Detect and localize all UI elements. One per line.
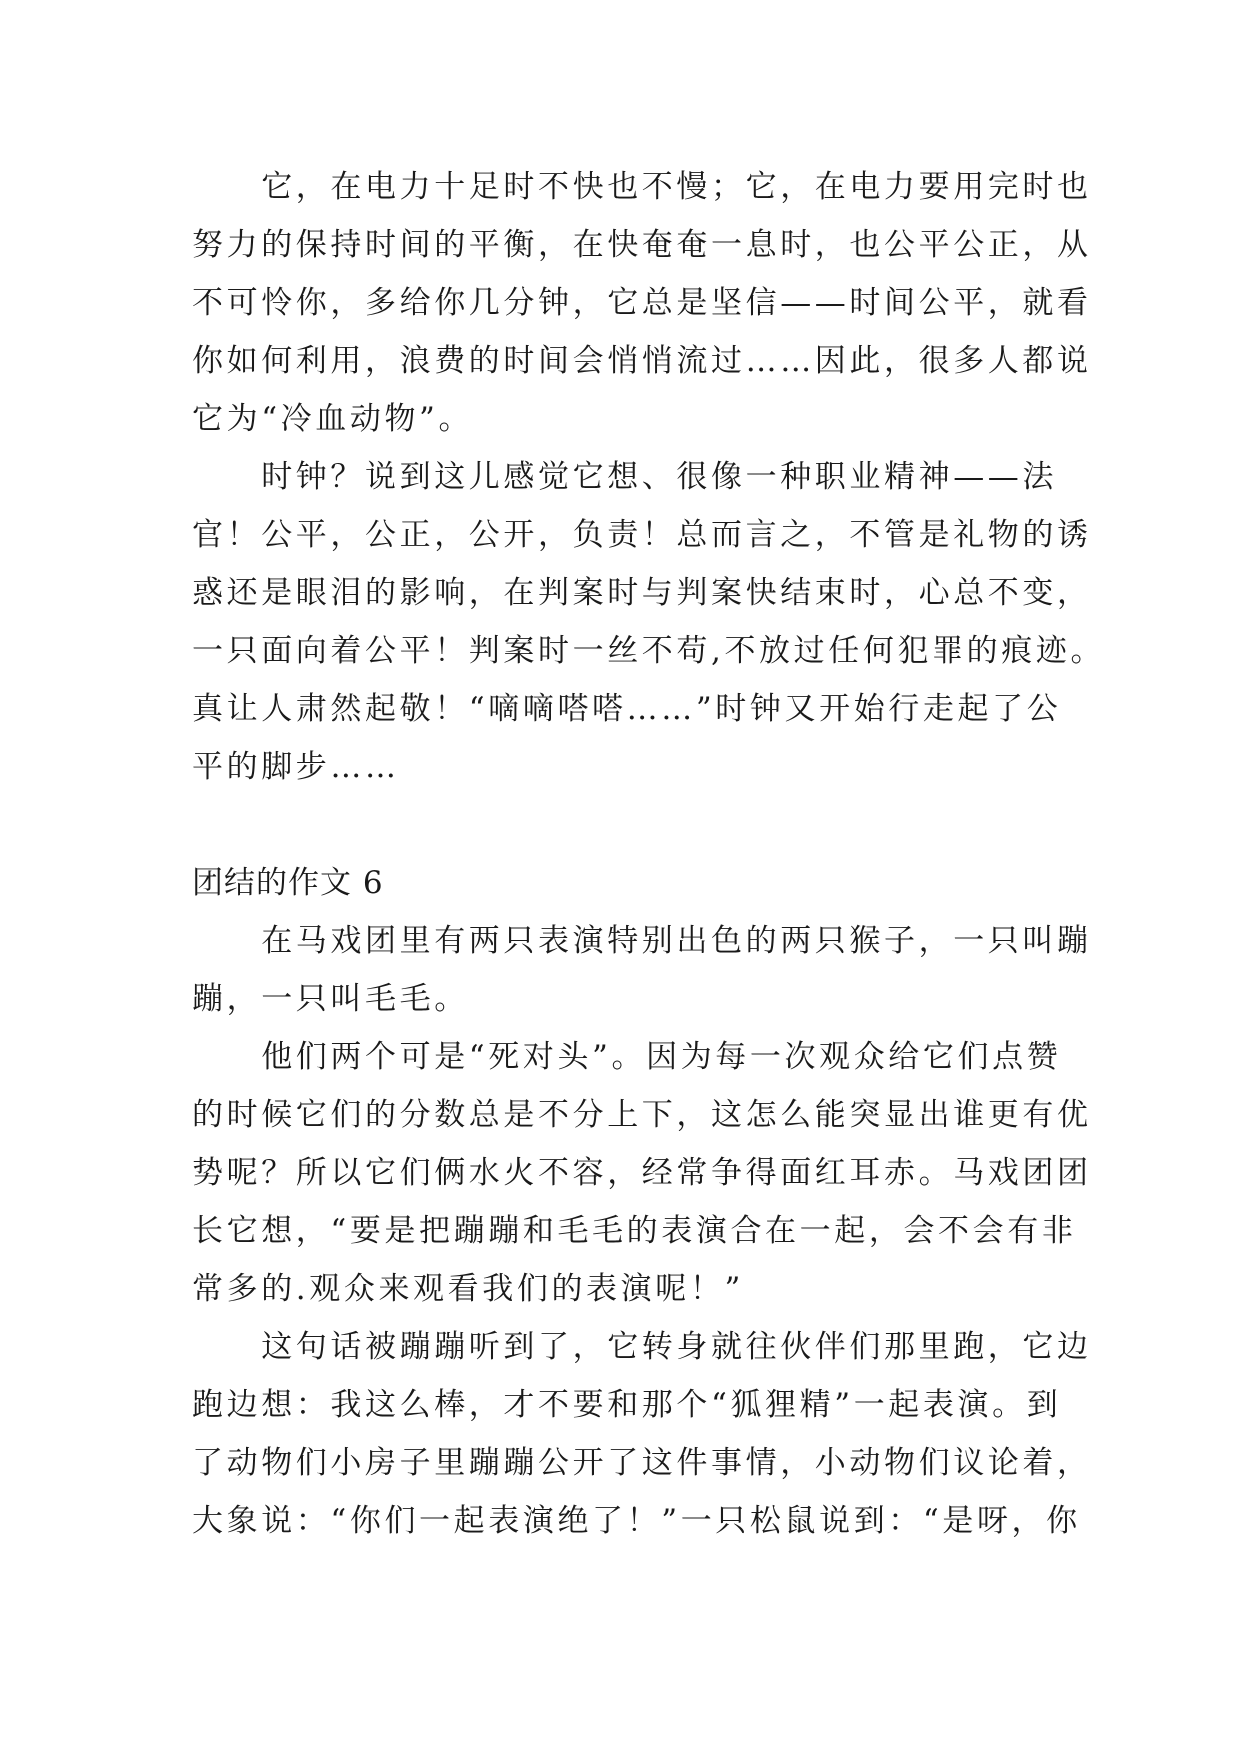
text-line: 时钟？说到这儿感觉它想、很像一种职业精神——法: [192, 459, 1057, 495]
text-line: 努力的保持时间的平衡，在快奄奄一息时，也公平公正，从: [192, 227, 1092, 263]
text-line: 它为“冷血动物”。: [192, 401, 474, 437]
text-line: 惑还是眼泪的影响，在判案时与判案快结束时，心总不变，: [192, 575, 1092, 611]
text-line: 的时候它们的分数总是不分上下，这怎么能突显出谁更有优: [192, 1097, 1092, 1133]
text-line: 了动物们小房子里蹦蹦公开了这件事情，小动物们议论着，: [192, 1445, 1092, 1481]
text-line: 大象说：“你们一起表演绝了！”一只松鼠说到：“是呀，你: [192, 1503, 1081, 1539]
text-line: 在马戏团里有两只表演特别出色的两只猴子，一只叫蹦: [192, 923, 1092, 959]
text-line: 势呢？所以它们俩水火不容，经常争得面红耳赤。马戏团团: [192, 1155, 1092, 1191]
section-heading: 团结的作文 6: [192, 865, 384, 901]
text-line: 蹦，一只叫毛毛。: [192, 981, 469, 1017]
text-line: 跑边想：我这么棒，才不要和那个“狐狸精”一起表演。到: [192, 1387, 1062, 1423]
text-line: 这句话被蹦蹦听到了，它转身就往伙伴们那里跑，它边: [192, 1329, 1092, 1365]
text-line: 它，在电力十足时不快也不慢；它，在电力要用完时也: [192, 169, 1092, 205]
text-line: 官！公平，公正，公开，负责！总而言之，不管是礼物的诱: [192, 517, 1092, 553]
text-line: 真让人肃然起敬！“嘀嘀嗒嗒……”时钟又开始行走起了公: [192, 691, 1062, 727]
text-line: 常多的.观众来观看我们的表演呢！”: [192, 1271, 744, 1307]
text-line: 一只面向着公平！判案时一丝不苟,不放过任何犯罪的痕迹。: [192, 633, 1106, 669]
text-line: 不可怜你，多给你几分钟，它总是坚信——时间公平，就看: [192, 285, 1092, 321]
text-line: 平的脚步……: [192, 749, 400, 785]
text-line: 长它想，“要是把蹦蹦和毛毛的表演合在一起，会不会有非: [192, 1213, 1077, 1249]
text-line: 他们两个可是“死对头”。因为每一次观众给它们点赞: [192, 1039, 1062, 1075]
text-line: 你如何利用，浪费的时间会悄悄流过……因此，很多人都说: [192, 343, 1092, 379]
